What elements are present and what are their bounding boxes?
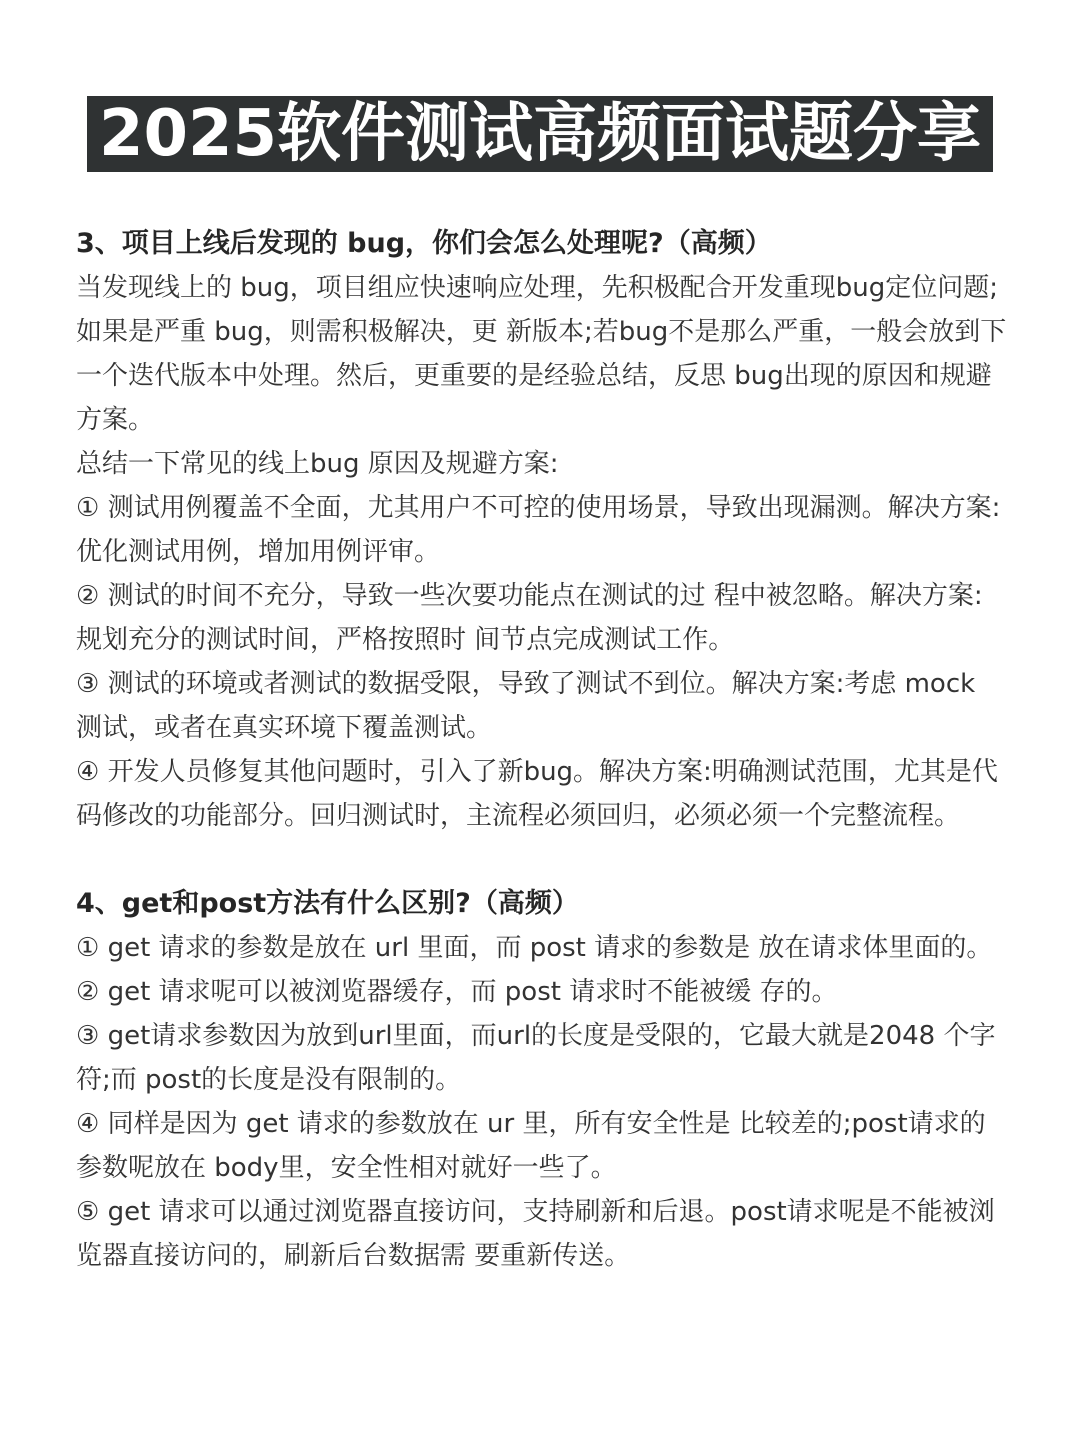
paragraph: 总结一下常见的线上bug 原因及规避方案:: [76, 449, 559, 479]
section-4: [76, 882, 1008, 1278]
list-item: ② get 请求呢可以被浏览器缓存，而 post 请求时不能被缓 存的。: [76, 977, 838, 1007]
list-item: ① 测试用例覆盖不全面，尤其用户不可控的使用场景，导致出现漏测。解决方案:优化测试用例，增加用例评审。: [76, 493, 1001, 567]
section-spacer: [76, 838, 1008, 882]
section-heading: 3、项目上线后发现的 bug，你们会怎么处理呢?（高频）: [76, 228, 772, 259]
title-wrap: [0, 96, 1080, 172]
list-item: ④ 同样是因为 get 请求的参数放在 ur 里，所有安全性是 比较差的;post请求的参数呢放在 body里，安全性相对就好一些了。: [76, 1109, 986, 1183]
section-heading: 4、get和post方法有什么区别?（高频）: [76, 888, 579, 919]
list-item: ⑤ get 请求可以通过浏览器直接访问，支持刷新和后退。post请求呢是不能被浏览器直接访问的，刷新后台数据需 要重新传送。: [76, 1197, 995, 1271]
section-3: [76, 222, 1008, 838]
list-item: ③ 测试的环境或者测试的数据受限，导致了测试不到位。解决方案:考虑 mock 测试，或者在真实环境下覆盖测试。: [76, 669, 976, 743]
paragraph: 当发现线上的 bug，项目组应快速响应处理，先积极配合开发重现bug定位问题;如果是严重 bug，则需积极解决，更 新版本;若bug不是那么严重，一般会放到下一个迭代版本中处理。然后，更重要的是经验总结，反思 bug出现的原因和规避方案。: [76, 273, 1007, 435]
list-item: ④ 开发人员修复其他问题时，引入了新bug。解决方案:明确测试范围，尤其是代码修改的功能部分。回归测试时，主流程必须回归，必须必须一个完整流程。: [76, 757, 998, 831]
list-item: ② 测试的时间不充分，导致一些次要功能点在测试的过 程中被忽略。解决方案:规划充分的测试时间，严格按照时 间节点完成测试工作。: [76, 581, 983, 655]
list-item: ① get 请求的参数是放在 url 里面，而 post 请求的参数是 放在请求体里面的。: [76, 933, 993, 963]
list-item: ③ get请求参数因为放到url里面，而url的长度是受限的，它最大就是2048 个字符;而 post的长度是没有限制的。: [76, 1021, 996, 1095]
page-title: 2025软件测试高频面试题分享: [87, 96, 993, 172]
article-body: [76, 222, 1008, 1278]
